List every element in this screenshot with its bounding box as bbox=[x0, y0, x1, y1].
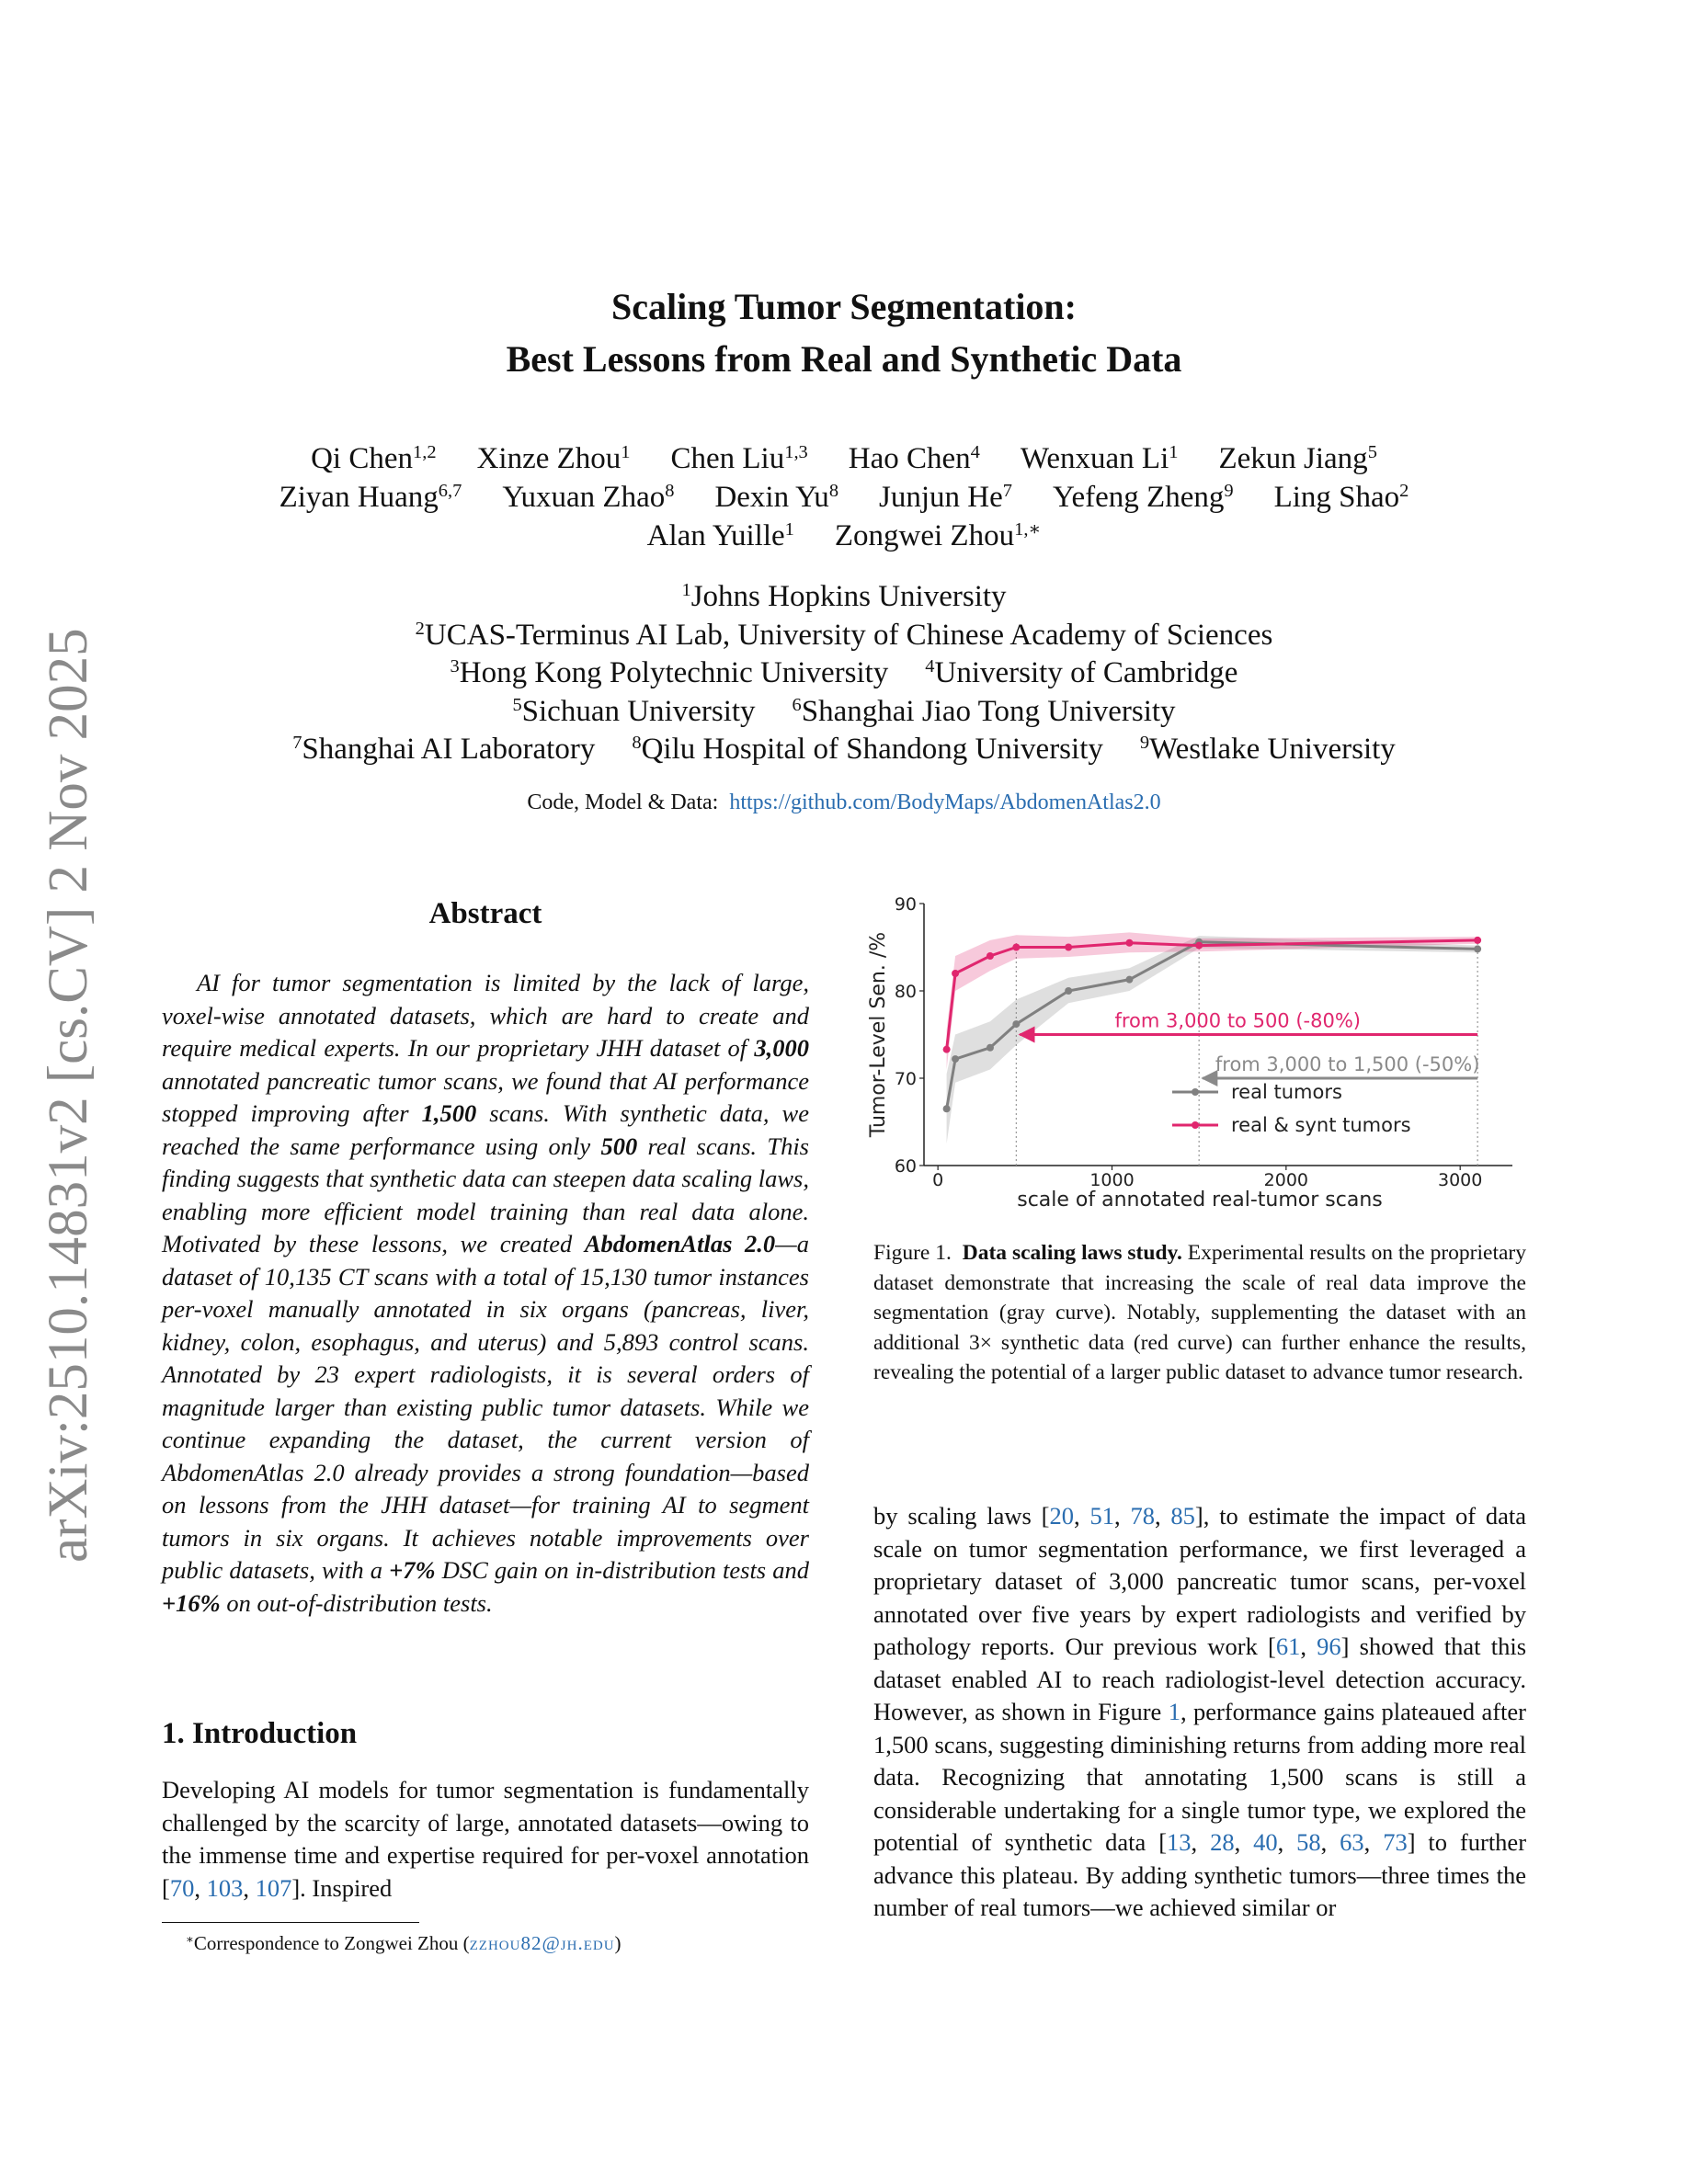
citation-link[interactable]: 107 bbox=[255, 1873, 292, 1902]
annotation-label: from 3,000 to 1,500 (-50%) bbox=[1215, 1053, 1480, 1075]
data-point-real-synt bbox=[987, 952, 994, 960]
y-tick-label: 70 bbox=[894, 1069, 917, 1089]
title-line-1: Scaling Tumor Segmentation: bbox=[611, 286, 1077, 327]
x-tick-label: 0 bbox=[932, 1170, 944, 1190]
citation-link[interactable]: 73 bbox=[1383, 1828, 1408, 1856]
affiliation: $^9$Westlake University bbox=[1139, 732, 1396, 766]
author-row bbox=[0, 478, 1688, 517]
data-point-real bbox=[1012, 1020, 1020, 1028]
email-link[interactable]: zzhou82@jh.edu bbox=[469, 1932, 615, 1954]
author-name: Junjun He$^7$ bbox=[879, 480, 1012, 514]
affiliation: $^7$Shanghai AI Laboratory bbox=[292, 732, 596, 766]
author-name: Xinze Zhou$^1$ bbox=[476, 441, 631, 475]
data-point-real-synt bbox=[1125, 939, 1133, 947]
code-link[interactable]: https://github.com/BodyMaps/AbdomenAtlas2.0 bbox=[729, 791, 1161, 814]
author-row bbox=[0, 517, 1688, 555]
affiliation-list bbox=[0, 578, 1688, 769]
author-name: Ziyan Huang$^{6,7}$ bbox=[279, 480, 462, 514]
y-tick-label: 80 bbox=[894, 982, 917, 1002]
figure-reference-link[interactable]: 1 bbox=[1168, 1698, 1180, 1725]
y-tick-label: 60 bbox=[894, 1156, 917, 1177]
citation-link[interactable]: 28 bbox=[1210, 1828, 1235, 1856]
confidence-band-real bbox=[947, 936, 1478, 1143]
code-label: Code, Model & Data: bbox=[527, 791, 719, 814]
legend-label: real & synt tumors bbox=[1231, 1114, 1411, 1136]
x-tick-label: 3000 bbox=[1438, 1170, 1483, 1190]
author-name: Dexin Yu$^8$ bbox=[714, 480, 839, 514]
x-tick-label: 2000 bbox=[1263, 1170, 1309, 1190]
citation-link[interactable]: 40 bbox=[1253, 1828, 1278, 1856]
affiliation-row bbox=[0, 578, 1688, 617]
author-name: Zongwei Zhou$^{1,∗}$ bbox=[834, 518, 1042, 552]
author-name: Chen Liu$^{1,3}$ bbox=[670, 441, 808, 475]
data-point-real-synt bbox=[1474, 937, 1481, 944]
paper-title bbox=[0, 280, 1688, 385]
code-line bbox=[0, 789, 1688, 816]
author-name: Hao Chen$^4$ bbox=[848, 441, 980, 475]
data-point-real-synt bbox=[943, 1046, 951, 1053]
citation-link[interactable]: 70 bbox=[169, 1873, 195, 1902]
citation-link[interactable]: 85 bbox=[1170, 1502, 1195, 1530]
right-column-body: by scaling laws [20, 51, 78, 85], to estimate the impact of data scale on tumor segmentation performance, we first leveraged a proprietary dataset of 3,000 pancreatic tumor scans, per-voxel annotated over five years by expert radiologists and verified by pathology reports. Our previous work [61, 96] showed that this dataset enabled AI to reach radiologist-level detection accuracy. However, as shown in Figure 1, performance gains plateaued after 1,500 scans, suggesting diminishing returns from adding more real data. Recognizing that annotating 1,500 scans is still a considerable undertaking for a single tumor type, we explored the potential of synthetic data [13, 28, 40, 58, 63, 73] to further advance this plateau. By adding synthetic tumors—three times the number of real tumors—we achieved similar or bbox=[873, 1502, 1527, 1921]
data-point-real-synt bbox=[1195, 942, 1203, 950]
affiliation-row bbox=[0, 731, 1688, 769]
citation-link[interactable]: 58 bbox=[1296, 1828, 1321, 1856]
section-heading-introduction: 1. Introduction bbox=[162, 1717, 358, 1750]
data-point-real bbox=[1065, 987, 1072, 995]
y-tick-label: 90 bbox=[894, 894, 917, 915]
data-point-real bbox=[1125, 976, 1133, 984]
arxiv-identifier: arXiv:2510.14831v2 [cs.CV] 2 Nov 2025 bbox=[38, 628, 99, 1563]
data-point-real-synt bbox=[1012, 944, 1020, 951]
figure-1-chart bbox=[864, 890, 1526, 1221]
citation-link[interactable]: 51 bbox=[1089, 1502, 1114, 1530]
data-point-real bbox=[1474, 945, 1481, 952]
affiliation: $^8$Qilu Hospital of Shandong University bbox=[632, 732, 1103, 766]
author-name: Yefeng Zheng$^9$ bbox=[1053, 480, 1234, 514]
affiliation: $^2$UCAS-Terminus AI Lab, University of Chinese Academy of Sciences bbox=[415, 618, 1273, 652]
x-axis-label: scale of annotated real-tumor scans bbox=[1017, 1189, 1383, 1211]
legend-label: real tumors bbox=[1231, 1081, 1342, 1103]
data-point-real bbox=[987, 1044, 994, 1052]
affiliation: $^6$Shanghai Jiao Tong University bbox=[792, 694, 1176, 728]
affiliation: $^5$Sichuan University bbox=[512, 694, 756, 728]
citation-link[interactable]: 61 bbox=[1275, 1632, 1301, 1660]
author-name: Qi Chen$^{1,2}$ bbox=[311, 441, 437, 475]
author-name: Ling Shao$^2$ bbox=[1273, 480, 1409, 514]
author-name: Yuxuan Zhao$^8$ bbox=[502, 480, 675, 514]
author-list bbox=[0, 439, 1688, 555]
title-line-2: Best Lessons from Real and Synthetic Data bbox=[506, 338, 1182, 380]
abstract-heading: Abstract bbox=[428, 897, 542, 930]
affiliation-row bbox=[0, 654, 1688, 693]
y-axis-label: Tumor-Level Sen. /% bbox=[867, 931, 890, 1138]
data-point-real bbox=[952, 1055, 959, 1063]
affiliation-row bbox=[0, 617, 1688, 655]
data-point-real-synt bbox=[952, 970, 959, 977]
affiliation: $^1$Johns Hopkins University bbox=[681, 579, 1007, 613]
affiliation: $^3$Hong Kong Polytechnic University bbox=[450, 655, 889, 689]
author-name: Wenxuan Li$^1$ bbox=[1020, 441, 1179, 475]
affiliation: $^4$University of Cambridge bbox=[925, 655, 1238, 689]
citation-link[interactable]: 103 bbox=[206, 1873, 244, 1902]
citation-link[interactable]: 20 bbox=[1049, 1502, 1074, 1530]
affiliation-row bbox=[0, 693, 1688, 732]
data-point-real-synt bbox=[1065, 944, 1072, 951]
footnote-rule bbox=[162, 1922, 419, 1923]
figure-1-caption: Figure 1. Data scaling laws study. Experimental results on the proprietary dataset demonstrate that increasing the scale of real data improve the segmentation (gray curve). Notably, supplementing the dataset with an additional 3× synthetic data (red curve) can further enhance the results, revealing the potential of a larger public dataset to advance tumor research. bbox=[873, 1241, 1526, 1384]
introduction-body: Developing AI models for tumor segmentation is fundamentally challenged by the scarcity of large, annotated datasets—owing to the immense time and expertise required for per-voxel annotation [70, 103, 107]. Inspired bbox=[162, 1776, 809, 1902]
data-point-real bbox=[943, 1105, 951, 1112]
citation-link[interactable]: 78 bbox=[1130, 1502, 1155, 1530]
annotation-label: from 3,000 to 500 (-80%) bbox=[1114, 1009, 1361, 1032]
author-name: Zekun Jiang$^5$ bbox=[1218, 441, 1377, 475]
author-row bbox=[0, 439, 1688, 478]
citation-link[interactable]: 13 bbox=[1167, 1828, 1192, 1856]
abstract-body: AI for tumor segmentation is limited by the lack of large, voxel-wise annotated datasets, which are hard to create and require medical experts. In our proprietary JHH dataset of 3,000 annotated pancreatic tumor scans, we found that AI performance stopped improving after 1,500 scans. With synthetic data, we reached the same performance using only 500 real scans. This finding suggests that synthetic data can steepen data scaling laws, enabling more efficient model training than real data alone. Motivated by these lessons, we created AbdomenAtlas 2.0—a dataset of 10,135 CT scans with a total of 15,130 tumor instances per-voxel manually annotated in six organs (pancreas, liver, kidney, colon, esophagus, and uterus) and 5,893 control scans. Annotated by 23 expert radiologists, it is several orders of magnitude larger than existing public tumor datasets. While we continue expanding the dataset, the current version of AbdomenAtlas 2.0 already provides a strong foundation—based on lessons from the JHH dataset—for training AI to segment tumors in six organs. It achieves notable improvements over public datasets, with a +7% DSC gain on in-distribution tests and +16% on out-of-distribution tests. bbox=[162, 969, 810, 1617]
footnote: ∗Correspondence to Zongwei Zhou (zzhou82@jh.edu) bbox=[186, 1931, 622, 1954]
legend-marker bbox=[1192, 1121, 1199, 1129]
legend-marker bbox=[1192, 1088, 1199, 1096]
citation-link[interactable]: 96 bbox=[1317, 1632, 1341, 1660]
author-name: Alan Yuille$^1$ bbox=[646, 518, 794, 552]
x-tick-label: 1000 bbox=[1089, 1170, 1135, 1190]
citation-link[interactable]: 63 bbox=[1340, 1828, 1364, 1856]
